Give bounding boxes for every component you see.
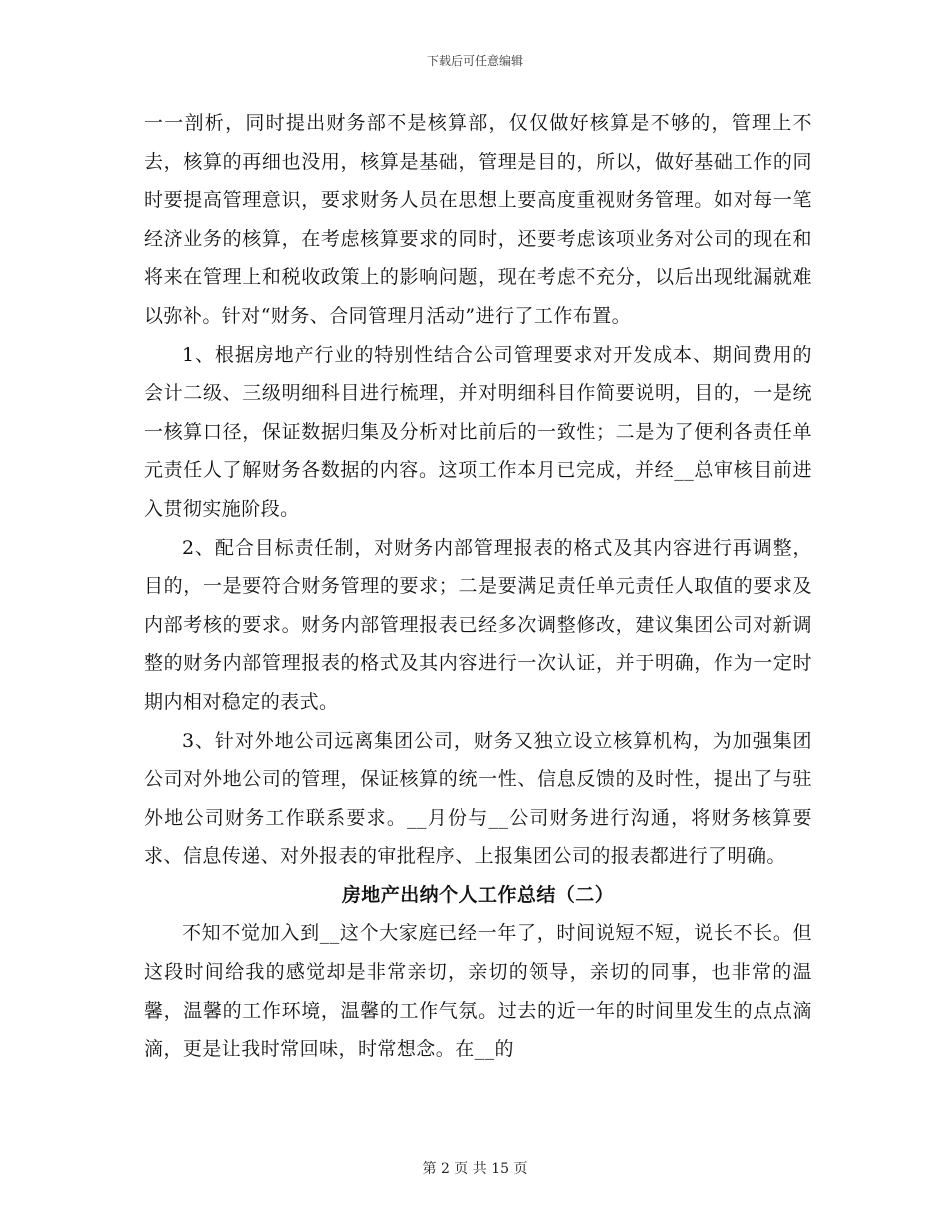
document-body (144, 104, 812, 1069)
paragraph-2: 1、根据房地产行业的特别性结合公司管理要求对开发成本、期间费用的会计二级、三级明细科目进行梳理，并对明细科目作简要说明，目的，一是统一核算口径，保证数据归集及分析对比前后的一致性；二是为了便利各责任单元责任人了解财务各数据的内容。这项工作本月已完成，并经__总审核目前进入贯彻实施阶段。 (144, 343, 812, 520)
paragraph-3: 2、配合目标责任制，对财务内部管理报表的格式及其内容进行再调整，目的，一是要符合财务管理的要求；二是要满足责任单元责任人取值的要求及内部考核的要求。财务内部管理报表已经多次调整修改，建议集团公司对新调整的财务内部管理报表的格式及其内容进行一次认证，并于明确，作为一定时期内相对稳定的表式。 (144, 536, 812, 713)
section-title: 房地产出纳个人工作总结（二） (341, 883, 615, 906)
page-number-footer: 第 2 页 共 15 页 (422, 1161, 528, 1177)
paragraph-4: 3、针对外地公司远离集团公司，财务又独立设立核算机构，为加强集团公司对外地公司的管理，保证核算的统一性、信息反馈的及时性，提出了与驻外地公司财务工作联系要求。__月份与__公司财务进行沟通，将财务核算要求、信息传递、对外报表的审批程序、上报集团公司的报表都进行了明确。 (144, 729, 812, 868)
paragraph-1: 一一剖析，同时提出财务部不是核算部，仅仅做好核算是不够的，管理上不去，核算的再细也没用，核算是基础，管理是目的，所以，做好基础工作的同时要提高管理意识，要求财务人员在思想上要高度重视财务管理。如对每一笔经济业务的核算，在考虑核算要求的同时，还要考虑该项业务对公司的现在和将来在管理上和税收政策上的影响问题，现在考虑不充分，以后出现纰漏就难以弥补。针对“财务、合同管理月活动”进行了工作布置。 (144, 112, 812, 327)
paragraph-5: 不知不觉加入到__这个大家庭已经一年了，时间说短不短，说长不长。但这段时间给我的感觉却是非常亲切，亲切的领导，亲切的同事，也非常的温馨，温馨的工作环境，温馨的工作气氛。过去的近一年的时间里发生的点点滴滴，更是让我时常回味，时常想念。在__的 (144, 922, 812, 1061)
page-header: 下载后可任意编辑 (426, 54, 523, 68)
